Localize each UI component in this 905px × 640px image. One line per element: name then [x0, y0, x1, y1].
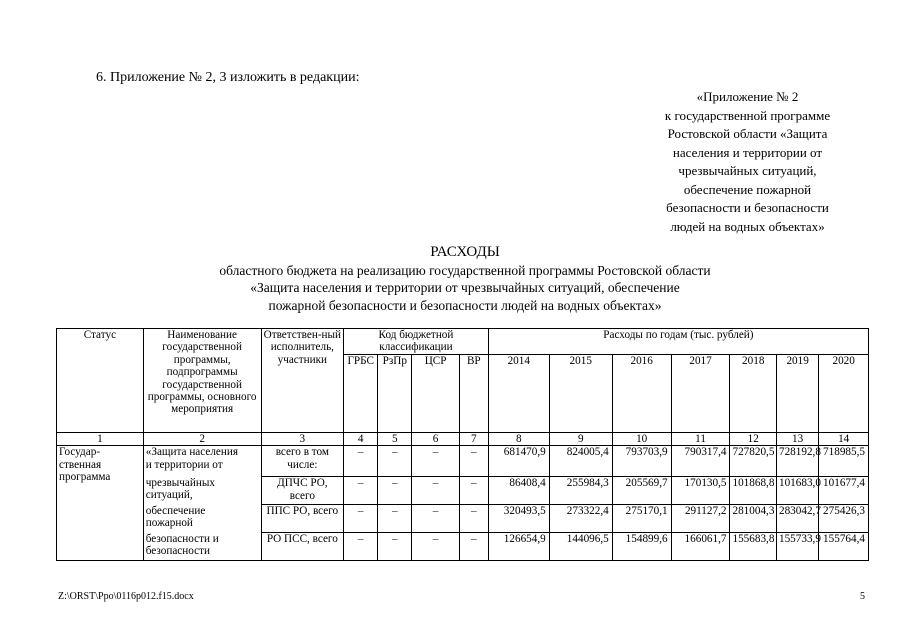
appendix-line: людей на водных объектах»: [670, 218, 825, 234]
column-number: 3: [261, 432, 344, 445]
column-number: 2: [143, 432, 261, 445]
program-name-line: ситуаций,: [145, 489, 193, 502]
value-cell: 155683,8: [730, 533, 776, 561]
header-grbs: ГРБС: [344, 354, 378, 432]
value-cell: 255984,3: [549, 477, 612, 505]
appendix-line: безопасности и безопасности: [666, 200, 829, 215]
grbs-cell: –: [344, 505, 378, 533]
value-cell: 101677,4: [819, 477, 869, 505]
value-cell: 727820,5: [730, 446, 776, 477]
table-header-row: [57, 329, 869, 355]
rzpr-cell: –: [378, 477, 412, 505]
header-year: 2014: [488, 354, 549, 432]
value-cell: 824005,4: [549, 446, 612, 477]
grbs-cell: –: [344, 477, 378, 505]
responsible-cell: ППС РО, всего: [261, 505, 344, 533]
document-title: РАСХОДЫ: [430, 244, 500, 260]
header-year: 2017: [671, 354, 730, 432]
value-cell: 101683,0: [776, 477, 818, 505]
value-cell: 205569,7: [612, 477, 671, 505]
expenses-table: [56, 328, 869, 561]
column-number: 6: [412, 432, 460, 445]
value-cell: 126654,9: [488, 533, 549, 561]
document-subtitle-line: пожарной безопасности и безопасности людей на водных объектах»: [268, 297, 662, 313]
column-number: 10: [612, 432, 671, 445]
program-name-line: обеспечение: [145, 504, 206, 517]
value-cell: 283042,7: [776, 505, 818, 533]
value-cell: 101868,8: [730, 477, 776, 505]
value-cell: 155733,9: [776, 533, 818, 561]
vr-cell: –: [459, 446, 488, 477]
value-cell: 275170,1: [612, 505, 671, 533]
program-name-line: и территории от: [145, 458, 223, 471]
table-row: [57, 505, 869, 533]
vr-cell: –: [459, 505, 488, 533]
program-name-line: безопасности: [145, 545, 210, 558]
appendix-line: Ростовской области «Защита: [667, 126, 828, 141]
program-name-cell: [143, 533, 261, 561]
appendix-line: чрезвычайных ситуаций,: [678, 163, 817, 178]
program-name-line: «Защита населения: [145, 446, 239, 459]
column-number: 12: [730, 432, 776, 445]
appendix-line: населения и территории от: [672, 144, 823, 160]
appendix-heading: [640, 88, 855, 236]
rzpr-cell: –: [378, 533, 412, 561]
table-row: [57, 477, 869, 505]
program-name-cell: [143, 505, 261, 533]
rzpr-cell: –: [378, 505, 412, 533]
header-csr: ЦСР: [412, 354, 460, 432]
csr-cell: –: [412, 446, 460, 477]
appendix-line: обеспечение пожарной: [683, 181, 812, 197]
responsible-cell: всего в том числе:: [261, 446, 344, 477]
value-cell: 166061,7: [671, 533, 730, 561]
rzpr-cell: –: [378, 446, 412, 477]
csr-cell: –: [412, 533, 460, 561]
column-number: 11: [671, 432, 730, 445]
column-number: 9: [549, 432, 612, 445]
csr-cell: –: [412, 477, 460, 505]
vr-cell: –: [459, 533, 488, 561]
value-cell: 155764,4: [819, 533, 869, 561]
value-cell: 320493,5: [488, 505, 549, 533]
responsible-cell: ДПЧС РО, всего: [261, 477, 344, 505]
header-vr: ВР: [459, 354, 488, 432]
column-number: 8: [488, 432, 549, 445]
value-cell: 728192,8: [776, 446, 818, 477]
column-number: 1: [57, 432, 144, 445]
value-cell: 790317,4: [671, 446, 730, 477]
value-cell: 718985,5: [819, 446, 869, 477]
column-number: 13: [776, 432, 818, 445]
column-number: 4: [344, 432, 378, 445]
column-number: 7: [459, 432, 488, 445]
header-year: 2020: [819, 354, 869, 432]
document-title-block: [110, 244, 820, 314]
value-cell: 273322,4: [549, 505, 612, 533]
document-subtitle-line: «Защита населения и территории от чрезвычайных ситуаций, обеспечение: [250, 280, 680, 295]
header-year: 2018: [730, 354, 776, 432]
value-cell: 681470,9: [488, 446, 549, 477]
intro-text: 6. Приложение № 2, 3 изложить в редакции:: [96, 70, 360, 85]
document-subtitle-line: областного бюджета на реализацию государственной программы Ростовской области: [219, 262, 711, 278]
header-rzpr: РзПр: [378, 354, 412, 432]
header-year: 2019: [776, 354, 818, 432]
appendix-line: к государственной программе: [664, 107, 831, 123]
value-cell: 86408,4: [488, 477, 549, 505]
program-name-line: чрезвычайных: [145, 476, 215, 489]
program-name-cell: [143, 477, 261, 505]
grbs-cell: –: [344, 446, 378, 477]
responsible-cell: РО ПСС, всего: [261, 533, 344, 561]
value-cell: 144096,5: [549, 533, 612, 561]
column-number: 14: [819, 432, 869, 445]
program-name-cell: [143, 446, 261, 477]
header-expenses: Расходы по годам (тыс. рублей): [488, 329, 868, 355]
column-number: 5: [378, 432, 412, 445]
header-responsible: Ответствен-ный исполнитель, участники: [261, 329, 344, 433]
table-row: [57, 446, 869, 477]
header-budget-code: Код бюджетной классификации: [344, 329, 489, 355]
grbs-cell: –: [344, 533, 378, 561]
header-program-name: Наименование государственной программы, подпрограммы государственной программы, основного мероприятия: [143, 329, 261, 433]
page-number: 5: [860, 591, 865, 602]
column-number-row: [57, 432, 869, 445]
csr-cell: –: [412, 505, 460, 533]
header-status: Статус: [57, 329, 144, 433]
program-name-line: безопасности и: [145, 532, 219, 545]
value-cell: 154899,6: [612, 533, 671, 561]
value-cell: 291127,2: [671, 505, 730, 533]
value-cell: 170130,5: [671, 477, 730, 505]
appendix-line: «Приложение № 2: [696, 89, 799, 104]
program-name-line: пожарной: [145, 517, 193, 530]
value-cell: 793703,9: [612, 446, 671, 477]
header-year: 2016: [612, 354, 671, 432]
vr-cell: –: [459, 477, 488, 505]
value-cell: 281004,3: [730, 505, 776, 533]
value-cell: 275426,3: [819, 505, 869, 533]
header-year: 2015: [549, 354, 612, 432]
table-row: [57, 533, 869, 561]
footer-file-path: Z:\ORST\Ppo\0116p012.f15.docx: [58, 591, 194, 602]
status-cell: Государ-ственная программа: [57, 446, 144, 561]
